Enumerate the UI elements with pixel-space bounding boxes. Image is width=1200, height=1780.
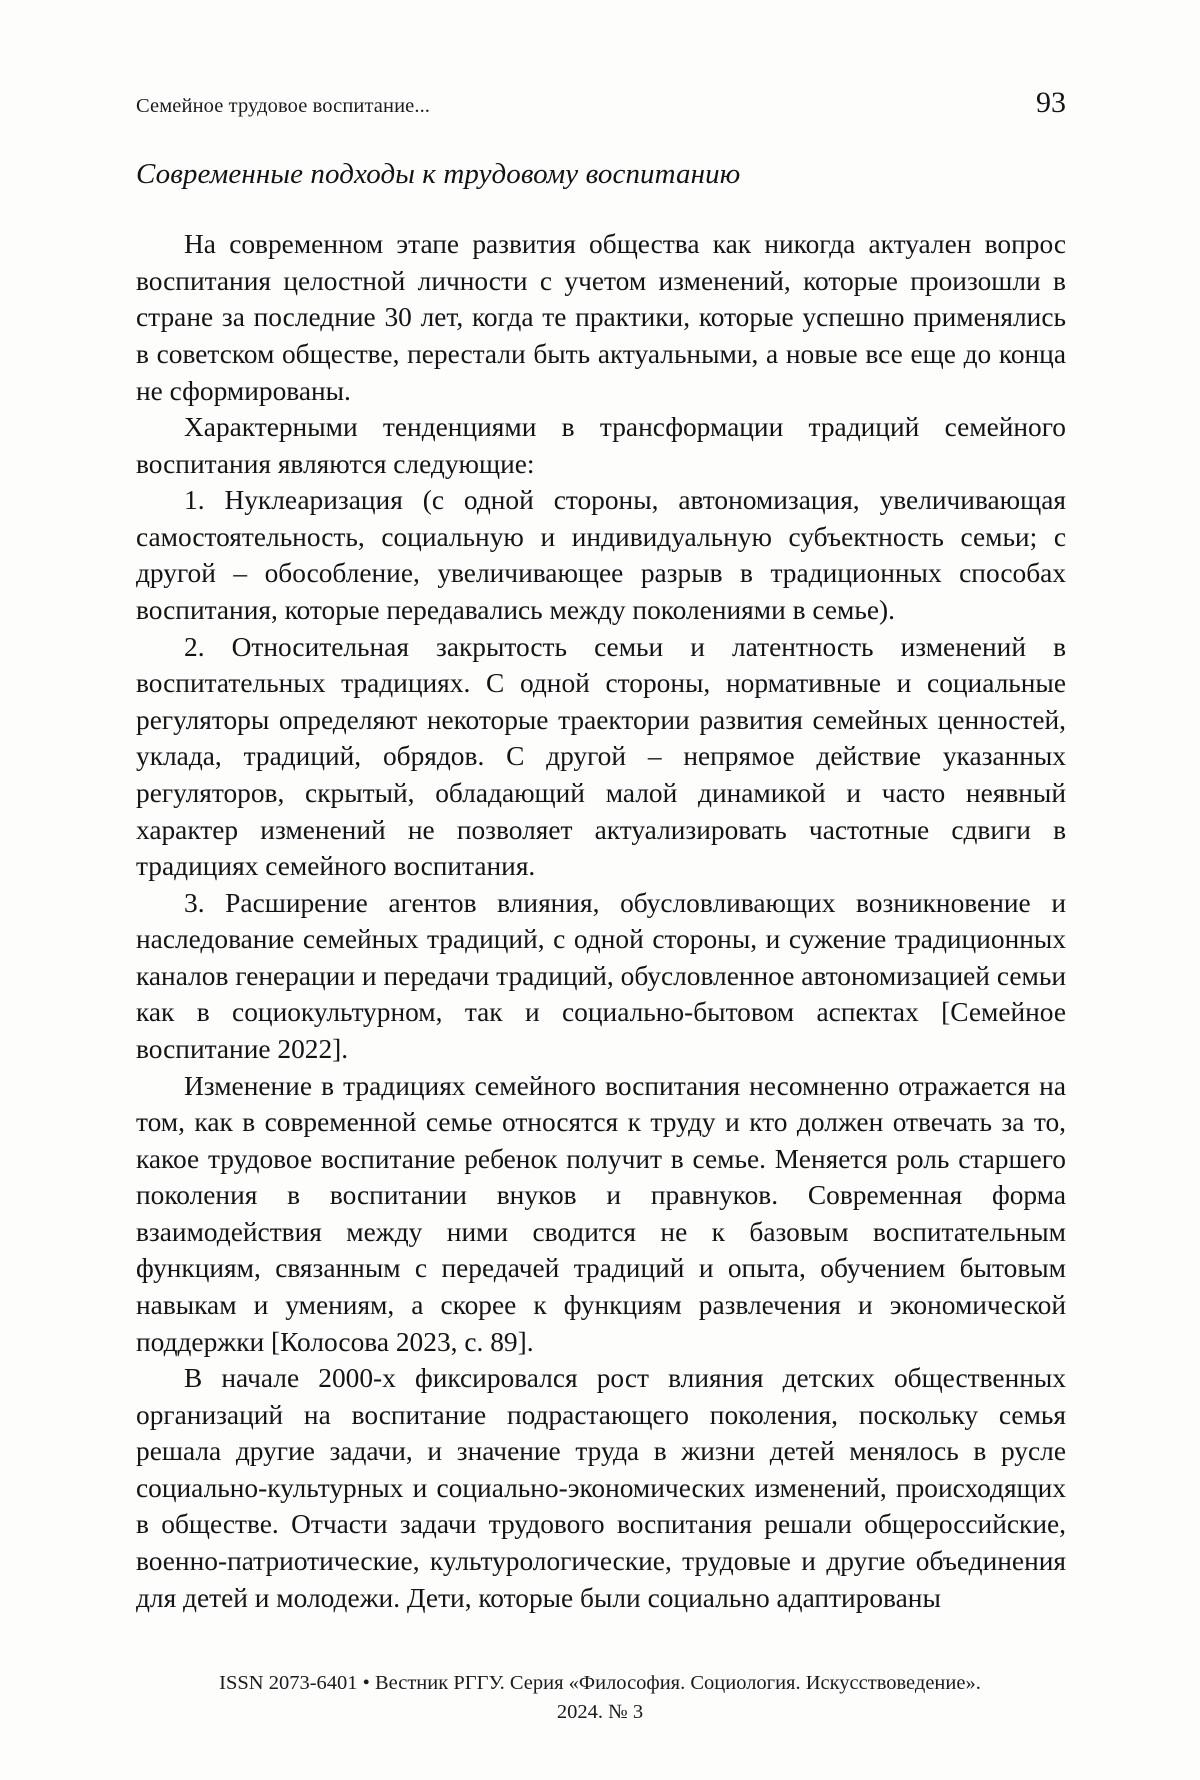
body-paragraph: В начале 2000-х фиксировался рост влияния детских общественных организаций на воспитание подрастающего поколения, поскольку семья решала другие задачи, и значение труда в жизни детей менялось в русле социально-культурных и социально-экономических изменений, происходящих в обществе. Отчасти задачи трудового воспитания решали общероссийские, военно-патриотические, культурологические, трудовые и другие объединения для детей и молодежи. Дети, которые были социально адаптированы — [136, 1363, 1066, 1613]
body-paragraph: Характерными тенденциями в трансформации традиций семейного воспитания являются следующие: — [136, 412, 1066, 479]
running-head — [136, 86, 1066, 120]
section-heading: Современные подходы к трудовому воспитанию — [136, 158, 741, 190]
footer-issn-line: ISSN 2073-6401 • Вестник РГГУ. Серия «Философия. Социология. Искусствоведение». — [219, 1671, 981, 1694]
body-paragraph: 2. Относительная закрытость семьи и латентность изменений в воспитательных традициях. С одной стороны, нормативные и социальные регуляторы определяют некоторые траектории развития семейных ценностей, уклада, традиций, обрядов. С другой – непрямое действие указанных регуляторов, скрытый, обладающий малой динамикой и часто неявный характер изменений не позволяет актуализировать частотные сдвиги в традициях семейного воспитания. — [136, 631, 1066, 882]
body-paragraph: 1. Нуклеаризация (с одной стороны, автономизация, увеличивающая самостоятельность, социальную и индивидуальную субъектность семьи; с другой – обособление, увеличивающее разрыв в традиционных способах воспитания, которые передавались между поколениями в семье). — [136, 485, 1066, 626]
page-content — [136, 86, 1066, 1616]
body-paragraph: 3. Расширение агентов влияния, обусловливающих возникновение и наследование семейных традиций, с одной стороны, и сужение традиционных каналов генерации и передачи традиций, обусловленное автономизацией семьи как в социокультурном, так и социально-бытовом аспектах [Семейное воспитание 2022]. — [136, 887, 1066, 1064]
page-number: 93 — [1036, 86, 1066, 119]
page-footer — [0, 1669, 1200, 1728]
body-paragraph: На современном этапе развития общества как никогда актуален вопрос воспитания целостной личности с учетом изменений, которые произошли в стране за последние 30 лет, когда те практики, которые успешно применялись в советском обществе, перестали быть актуальными, а новые все еще до конца не сформированы. — [136, 229, 1066, 406]
body-paragraph: Изменение в традициях семейного воспитания несомненно отражается на том, как в современной семье относятся к труду и кто должен отвечать за то, какое трудовое воспитание ребенок получит в семье. Меняется роль старшего поколения в воспитании внуков и правнуков. Современная форма взаимодействия между ними сводится не к базовым воспитательным функциям, связанным с передачей традиций и опыта, обучением бытовым навыкам и умениям, а скорее к функциям развлечения и экономической поддержки [Колосова 2023, с. 89]. — [136, 1070, 1066, 1357]
running-title: Семейное трудовое воспитание... — [136, 95, 431, 117]
footer-issue-line: 2024. № 3 — [556, 1701, 644, 1724]
